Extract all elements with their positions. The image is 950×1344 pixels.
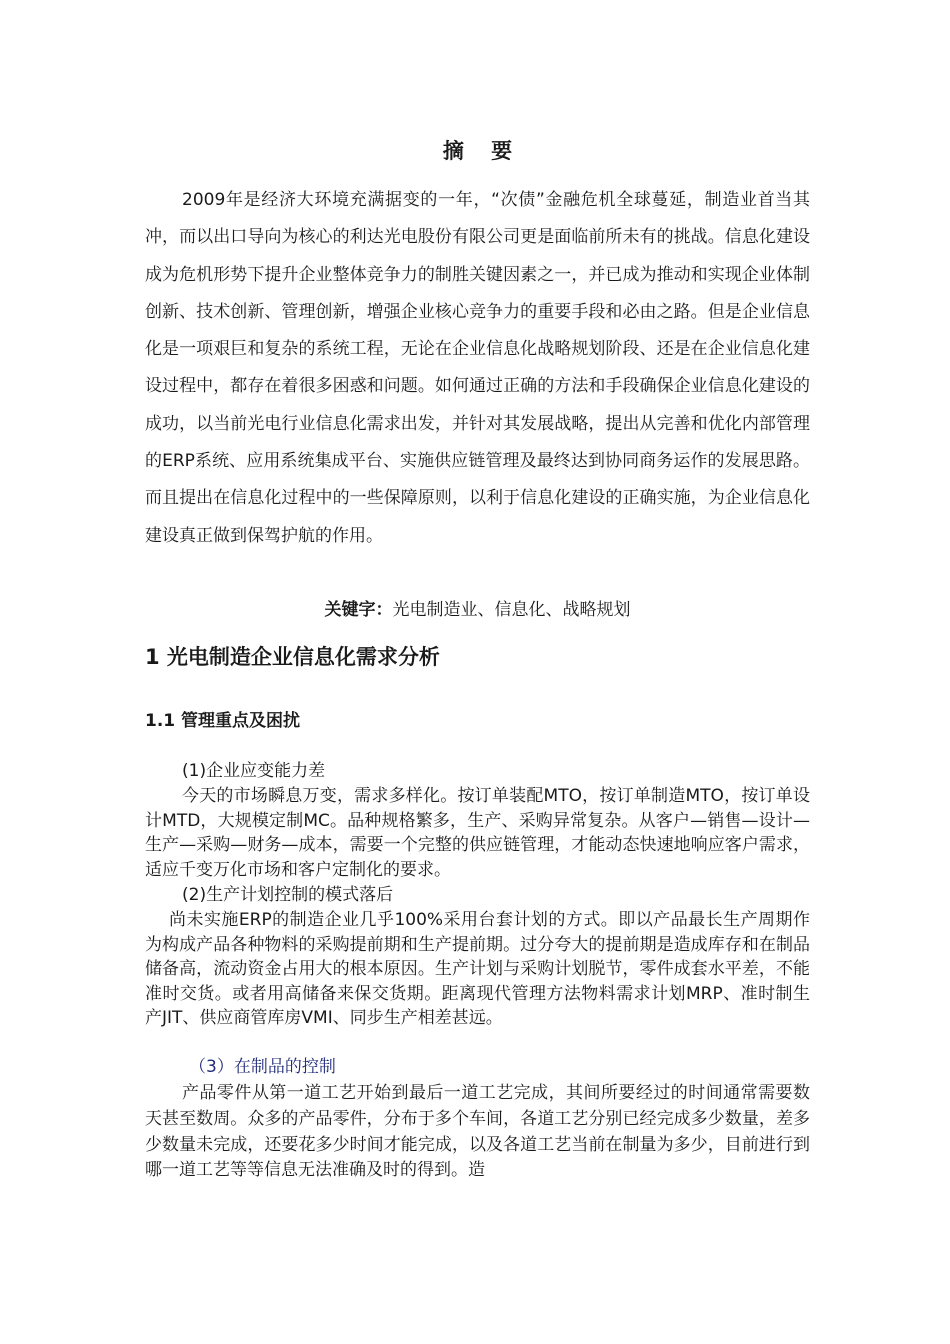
item1-title: (1)企业应变能力差: [182, 761, 326, 781]
item3-title: （3）在制品的控制: [189, 1057, 336, 1077]
item2-body: 尚未实施ERP的制造企业几乎100%采用台套计划的方式。即以产品最长生产周期作为构成产品各种物料的采购提前期和生产提前期。过分夸大的提前期是造成库存和在制品储备高，流动资金占用大的根本原因。生产计划与采购计划脱节，零件成套水平差，不能准时交货。或者用高储备来保交货期。距离现代管理方法物料需求计划MRP、准时制生产JIT、供应商管库房VMI、同步生产相差甚远。: [145, 910, 810, 1028]
item2-title: (2)生产计划控制的模式落后: [182, 885, 394, 905]
subsection-heading: 1.1 管理重点及困扰: [145, 711, 301, 731]
keywords-text: 光电制造业、信息化、战略规划: [392, 600, 631, 620]
abstract-title: 摘 要: [442, 139, 523, 163]
item1-body: 今天的市场瞬息万变，需求多样化。按订单装配MTO，按订单制造MTO，按订单设计MTD，大规模定制MC。品种规格繁多，生产、采购异常复杂。从客户—销售—设计—生产—采购—财务—成本，需要一个完整的供应链管理，才能动态快速地响应客户需求，适应千变万化市场和客户定制化的要求。: [145, 786, 810, 880]
abstract-body: 2009年是经济大环境充满据变的一年，“次债”金融危机全球蔓延，制造业首当其冲，而以出口导向为核心的利达光电股份有限公司更是面临前所未有的挑战。信息化建设成为危机形势下提升企业整体竞争力的制胜关键因素之一，并已成为推动和实现企业体制创新、技术创新、管理创新，增强企业核心竞争力的重要手段和必由之路。但是企业信息化是一项艰巨和复杂的系统工程，无论在企业信息化战略规划阶段、还是在企业信息化建设过程中，都存在着很多困惑和问题。如何通过正确的方法和手段确保企业信息化建设的成功，以当前光电行业信息化需求出发，并针对其发展战略，提出从完善和优化内部管理的ERP系统、应用系统集成平台、实施供应链管理及最终达到协同商务运作的发展思路。而且提出在信息化过程中的一些保障原则，以利于信息化建设的正确实施，为企业信息化建设真正做到保驾护航的作用。: [145, 190, 810, 546]
section-heading: 1 光电制造企业信息化需求分析: [145, 645, 440, 669]
item3-body: 产品零件从第一道工艺开始到最后一道工艺完成，其间所要经过的时间通常需要数天甚至数周。众多的产品零件，分布于多个车间，各道工艺分别已经完成多少数量，差多少数量未完成，还要花多少时间才能完成，以及各道工艺当前在制量为多少，目前进行到哪一道工艺等等信息无法准确及时的得到。造: [145, 1083, 810, 1181]
keywords-line: [145, 597, 810, 623]
keywords-label: 关键字：: [324, 600, 393, 620]
